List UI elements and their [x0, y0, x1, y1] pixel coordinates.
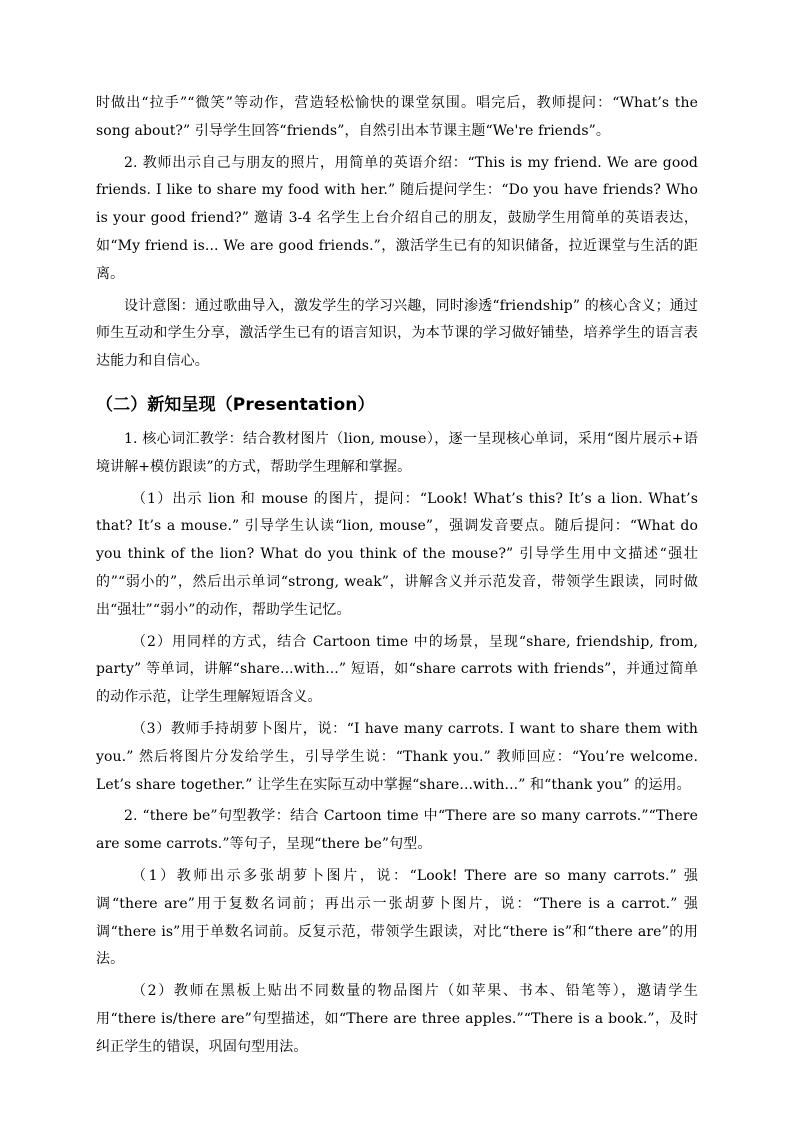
vocabulary-step-3: （3）教师手持胡萝卜图片，说：“I have many carrots. I want to share them with you.” 然后将图片分发给学生，引导学生说：“Thank you.” 教师回应：“You’re welcome. Let’s share together.” 让学生在实际互动中掌握“share...with...” 和“thank you” 的运用。	[96, 720, 698, 793]
there-be-step-2: （2）教师在黑板上贴出不同数量的物品图片（如苹果、书本、铅笔等），邀请学生用“there is/there are”句型描述，如“There are three apples.”“There is a book.”，及时纠正学生的错误，巩固句型用法。	[96, 983, 698, 1055]
document-page	[96, 90, 698, 1066]
design-intent-paragraph: 设计意图：通过歌曲导入，激发学生的学习兴趣，同时渗透“friendship” 的核心含义；通过师生互动和学生分享，激活学生已有的语言知识，为本节课的学习做好铺垫，培养学生的语言表达能力和自信心。	[96, 297, 698, 370]
there-be-step-1: （1）教师出示多张胡萝卜图片，说：“Look! There are so many carrots.” 强调“there are”用于复数名词前；再出示一张胡萝卜图片，说：“There is a carrot.” 强调“there is”用于单数名词前。反复示范，带领学生跟读，对比“there is”和“there are”的用法。	[96, 867, 698, 968]
there-be-teaching-paragraph: 2. “there be”句型教学：结合 Cartoon time 中“There are so many carrots.”“There are some carrots.”等句子，呈现“there be”句型。	[96, 808, 698, 853]
intro-paragraph-2: 2. 教师出示自己与朋友的照片，用简单的英语介绍：“This is my friend. We are good friends. I like to share my food with her.” 随后提问学生：“Do you have friends? Who is your good friend?” 邀请 3-4 名学生上台介绍自己的朋友，鼓励学生用简单的英语表达，如“My friend is... We are good friends.”，激活学生已有的知识储备，拉近课堂与生活的距离。	[96, 154, 698, 282]
intro-paragraph-1: 时做出“拉手”“微笑”等动作，营造轻松愉快的课堂氛围。唱完后，教师提问：“What’s the song about?” 引导学生回答“friends”，自然引出本节课主题“We're friends”。	[96, 95, 698, 139]
vocabulary-step-1: （1）出示 lion 和 mouse 的图片，提问：“Look! What’s this? It’s a lion. What’s that? It’s a mouse.” 引导学生认读“lion, mouse”，强调发音要点。随后提问：“What do you think of the lion? What do you think of the mouse?” 引导学生用中文描述“强壮的”“弱小的”，然后出示单词“strong, weak”，讲解含义并示范发音，带领学生跟读，同时做出“强壮”“弱小”的动作，帮助学生记忆。	[96, 490, 698, 618]
section-heading-presentation: （二）新知呈现（Presentation）	[96, 394, 375, 415]
vocabulary-teaching-paragraph: 1. 核心词汇教学：结合教材图片（lion, mouse），逐一呈现核心单词，采用“图片展示+语境讲解+模仿跟读”的方式，帮助学生理解和掌握。	[96, 430, 698, 475]
vocabulary-step-2: （2）用同样的方式，结合 Cartoon time 中的场景，呈现“share, friendship, from, party” 等单词，讲解“share...with...” 短语，如“share carrots with friends”，并通过简单的动作示范，让学生理解短语含义。	[96, 633, 698, 706]
